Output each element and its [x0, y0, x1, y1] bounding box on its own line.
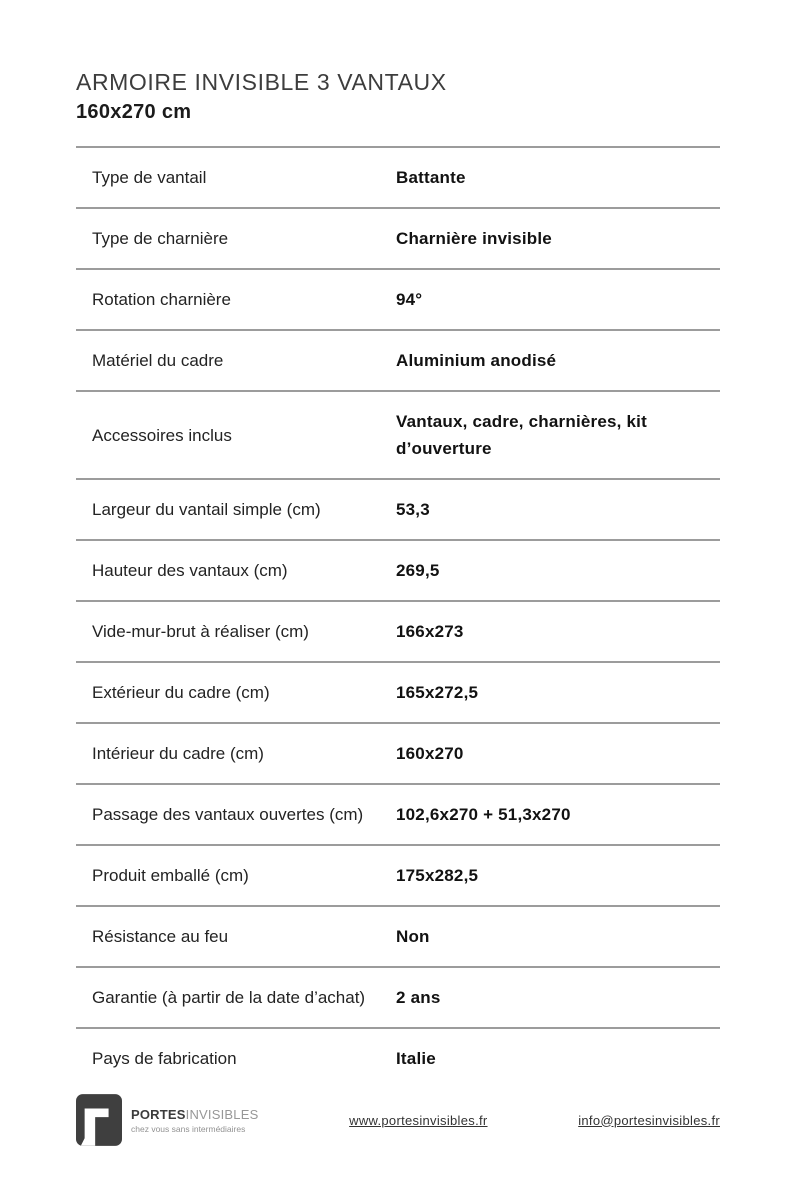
table-row	[76, 148, 720, 209]
brand-name-secondary: INVISIBLES	[185, 1106, 259, 1122]
website-link[interactable]: www.portesinvisibles.fr	[349, 1112, 488, 1128]
table-row	[76, 785, 720, 846]
row-label: Rotation charnière	[92, 290, 231, 309]
row-value: Battante	[396, 168, 466, 187]
page-title: ARMOIRE INVISIBLE 3 VANTAUX	[76, 69, 447, 95]
table-row	[76, 602, 720, 663]
table-row	[76, 724, 720, 785]
table-row	[76, 968, 720, 1029]
email-link[interactable]: info@portesinvisibles.fr	[578, 1112, 720, 1128]
row-value: 160x270	[396, 744, 464, 763]
row-value: 175x282,5	[396, 866, 479, 885]
row-label: Type de vantail	[92, 168, 207, 187]
row-value: 165x272,5	[396, 683, 479, 702]
row-value: 2 ans	[396, 988, 441, 1007]
row-value: Vantaux, cadre, charnières, kit d’ouverture	[396, 412, 647, 458]
row-value: Non	[396, 927, 430, 946]
row-value: 53,3	[396, 500, 430, 519]
row-value: 94°	[396, 290, 423, 309]
row-label: Extérieur du cadre (cm)	[92, 683, 270, 702]
row-label: Matériel du cadre	[92, 351, 224, 370]
row-label: Largeur du vantail simple (cm)	[92, 500, 321, 519]
table-row	[76, 480, 720, 541]
brand-text	[131, 1107, 258, 1134]
row-value: Italie	[396, 1049, 436, 1068]
table-row	[76, 1029, 720, 1088]
brand-name	[131, 1107, 258, 1122]
product-size: 160x270 cm	[76, 101, 192, 123]
door-logo-icon	[76, 1094, 122, 1146]
row-label: Pays de fabrication	[92, 1049, 237, 1068]
row-label: Produit emballé (cm)	[92, 866, 249, 885]
brand-name-primary: PORTES	[131, 1106, 186, 1122]
row-label: Hauteur des vantaux (cm)	[92, 561, 288, 580]
footer	[76, 1094, 720, 1146]
brand-logo	[76, 1094, 258, 1146]
row-value: 102,6x270 + 51,3x270	[396, 805, 571, 824]
spec-table	[76, 146, 720, 1088]
brand-tagline: chez vous sans intermédiaires	[131, 1123, 246, 1134]
table-row	[76, 541, 720, 602]
row-label: Garantie (à partir de la date d’achat)	[92, 988, 366, 1007]
row-value: Charnière invisible	[396, 229, 552, 248]
row-label: Passage des vantaux ouvertes (cm)	[92, 805, 364, 824]
table-row	[76, 209, 720, 270]
row-value: 269,5	[396, 561, 440, 580]
row-label: Intérieur du cadre (cm)	[92, 744, 264, 763]
row-label: Résistance au feu	[92, 927, 229, 946]
row-label: Accessoires inclus	[92, 425, 232, 445]
table-row	[76, 392, 720, 480]
table-row	[76, 270, 720, 331]
row-label: Vide-mur-brut à réaliser (cm)	[92, 622, 309, 641]
table-row	[76, 331, 720, 392]
table-row	[76, 663, 720, 724]
row-value: Aluminium anodisé	[396, 351, 557, 370]
table-row	[76, 846, 720, 907]
row-label: Type de charnière	[92, 229, 229, 248]
table-row	[76, 907, 720, 968]
row-value: 166x273	[396, 622, 464, 641]
